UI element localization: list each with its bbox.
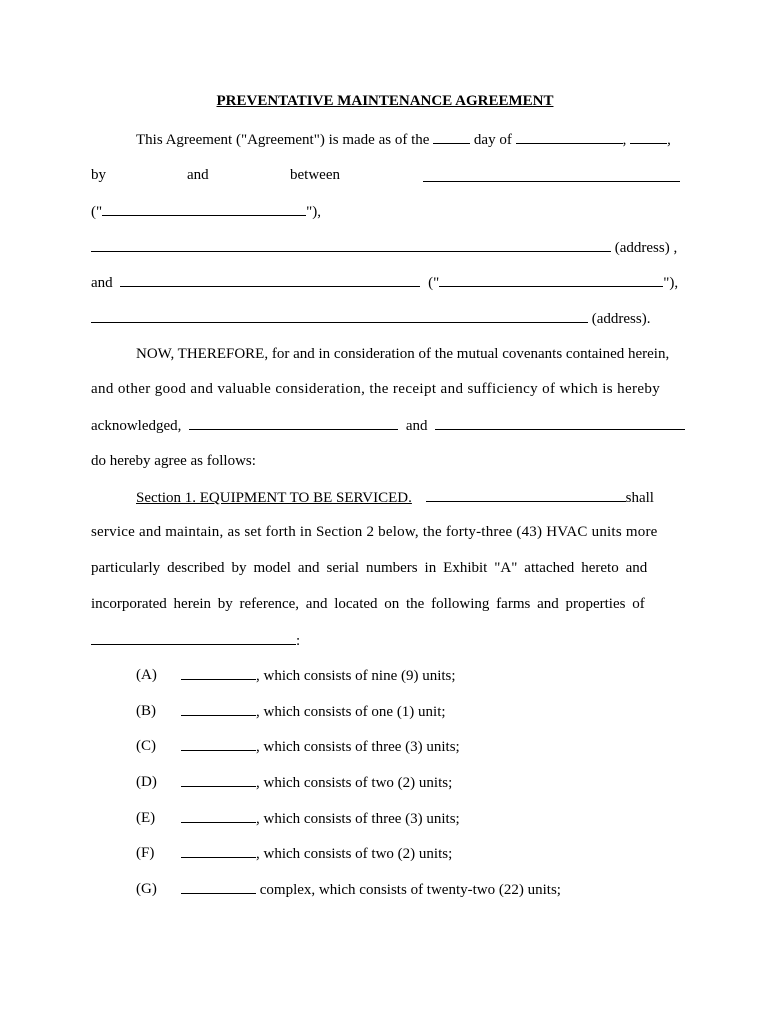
party2-name-blank[interactable] <box>120 272 420 287</box>
item-blank[interactable] <box>181 879 256 894</box>
paragraph-text: particularly described by model and serial numbers in Exhibit "A" attached hereto and <box>91 560 648 576</box>
address1-line <box>91 237 680 258</box>
party2-line <box>91 272 680 293</box>
item-blank[interactable] <box>181 843 256 858</box>
item-blank[interactable] <box>181 736 256 751</box>
party2-ack-blank[interactable] <box>435 415 685 430</box>
day-blank[interactable] <box>433 129 470 144</box>
item-text: , which consists of two (2) units; <box>256 775 453 791</box>
quote-close: "), <box>663 275 679 291</box>
month-blank[interactable] <box>516 129 623 144</box>
address2-line <box>91 308 680 329</box>
paragraph-now-line3 <box>91 415 680 436</box>
item-label: (C) <box>136 738 156 754</box>
quote-open: (" <box>91 204 103 220</box>
paragraph-now-line4 <box>91 451 680 471</box>
comma-text: , <box>622 132 627 148</box>
day-of-text: day of <box>473 132 512 148</box>
and-text: and <box>405 418 428 434</box>
party1-short-blank[interactable] <box>102 201 306 216</box>
quote-close: "), <box>306 204 321 220</box>
acknowledged-text: acknowledged, <box>91 418 182 434</box>
party1-ack-blank[interactable] <box>189 415 398 430</box>
document-title: PREVENTATIVE MAINTENANCE AGREEMENT <box>216 93 554 109</box>
item-label: (G) <box>136 881 157 897</box>
section1-line4 <box>91 594 680 614</box>
item-text: , which consists of two (2) units; <box>256 846 453 862</box>
item-text: , which consists of nine (9) units; <box>256 668 456 684</box>
item-label: (A) <box>136 667 157 683</box>
intro-line <box>136 129 680 150</box>
section1-line3 <box>91 558 680 578</box>
servicer-blank[interactable] <box>426 487 626 502</box>
paragraph-text: NOW, THEREFORE, for and in consideration of the mutual covenants contained herein, <box>136 346 670 362</box>
address1-blank[interactable] <box>91 237 611 252</box>
and-text: and <box>187 167 209 183</box>
section1-heading-line <box>136 487 680 508</box>
section1-line5 <box>91 630 680 651</box>
item-blank[interactable] <box>181 665 256 680</box>
by-text: by <box>91 167 106 183</box>
item-text: , which consists of three (3) units; <box>256 811 460 827</box>
colon-text: : <box>296 633 301 649</box>
item-label: (B) <box>136 703 156 719</box>
paragraph-text: incorporated herein by reference, and located on the following farms and properties of <box>91 596 645 612</box>
address1-label: (address) , <box>614 240 678 256</box>
address2-blank[interactable] <box>91 308 588 323</box>
paragraph-now-line1 <box>136 344 680 364</box>
paragraph-text: service and maintain, as set forth in Section 2 below, the forty-three (43) HVAC units more <box>91 524 658 540</box>
between-text: between <box>290 167 340 183</box>
year-blank[interactable] <box>630 129 667 144</box>
item-label: (D) <box>136 774 157 790</box>
and-text: and <box>91 275 113 291</box>
item-blank[interactable] <box>181 701 256 716</box>
address2-label: (address). <box>591 311 651 327</box>
item-label: (F) <box>136 845 155 861</box>
comma-text: , <box>667 132 671 148</box>
item-blank[interactable] <box>181 772 256 787</box>
item-label: (E) <box>136 810 156 826</box>
section1-heading: Section 1. EQUIPMENT TO BE SERVICED. <box>136 490 412 506</box>
owner-blank[interactable] <box>91 630 296 645</box>
party1-short-line <box>91 201 680 222</box>
intro-text: This Agreement ("Agreement") is made as of the <box>136 132 430 148</box>
item-text: , which consists of one (1) unit; <box>256 704 446 720</box>
party2-short-blank[interactable] <box>439 272 663 287</box>
paragraph-text: and other good and valuable consideration, the receipt and sufficiency of which is hereby <box>91 381 661 397</box>
section1-line2 <box>91 522 680 542</box>
item-blank[interactable] <box>181 808 256 823</box>
item-text: , which consists of three (3) units; <box>256 739 460 755</box>
shall-text: shall <box>625 490 654 506</box>
item-text: complex, which consists of twenty-two (22) units; <box>256 882 561 898</box>
paragraph-now-line2 <box>91 379 680 399</box>
paragraph-text: do hereby agree as follows: <box>91 453 256 469</box>
party1-name-blank[interactable] <box>423 167 680 182</box>
quote-open: (" <box>428 275 440 291</box>
